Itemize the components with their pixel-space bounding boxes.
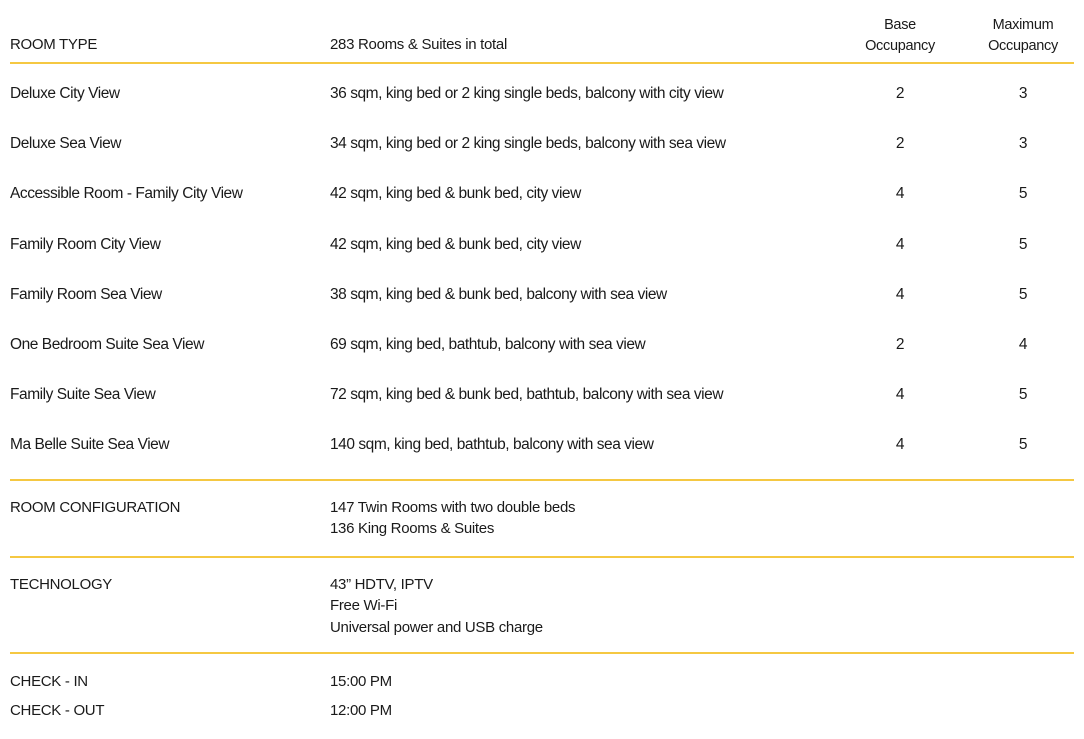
table-row: [10, 169, 1074, 219]
room-base-occupancy: 4: [895, 285, 905, 303]
technology-section: [10, 558, 1074, 652]
room-description: 69 sqm, king bed, bathtub, balcony with sea view: [330, 335, 646, 353]
technology-details: [330, 574, 543, 639]
table-row: [10, 119, 1074, 169]
room-configuration-label: ROOM CONFIGURATION: [10, 498, 181, 516]
room-max-occupancy: 3: [1018, 85, 1028, 102]
room-max-occupancy: 5: [1018, 436, 1028, 454]
room-configuration-details: [330, 497, 575, 540]
technology-line: 43” HDTV, IPTV: [330, 575, 433, 593]
room-base-occupancy: 2: [895, 135, 905, 153]
room-name: Family Room City View: [10, 235, 161, 253]
room-max-occupancy: 5: [1018, 185, 1028, 203]
table-row: [10, 69, 1074, 119]
technology-line: Universal power and USB charge: [330, 618, 543, 636]
room-name: Deluxe Sea View: [10, 135, 122, 153]
room-max-occupancy: 5: [1018, 235, 1028, 253]
room-base-occupancy: 4: [895, 235, 905, 253]
room-description: 42 sqm, king bed & bunk bed, city view: [330, 185, 581, 203]
table-row: [10, 420, 1074, 470]
room-info-table: [10, 0, 1074, 739]
room-base-occupancy: 4: [895, 185, 905, 203]
config-line: 147 Twin Rooms with two double beds: [330, 498, 576, 516]
room-base-occupancy: 2: [895, 85, 905, 102]
check-in-label: CHECK - IN: [10, 672, 88, 690]
room-base-occupancy: 4: [895, 386, 905, 404]
table-header: [10, 0, 1074, 62]
base-occupancy-heading: Base Occupancy: [865, 17, 935, 54]
room-base-occupancy: 2: [895, 335, 905, 353]
table-row: [10, 220, 1074, 270]
room-description: 140 sqm, king bed, bathtub, balcony with sea view: [330, 436, 654, 454]
room-type-heading: ROOM TYPE: [10, 36, 98, 53]
rooms-list: [10, 64, 1074, 479]
table-row: [10, 370, 1074, 420]
room-name: Accessible Room - Family City View: [10, 185, 243, 203]
room-name: One Bedroom Suite Sea View: [10, 335, 204, 353]
check-out-label: CHECK - OUT: [10, 701, 105, 719]
check-in-time: 15:00 PM: [330, 672, 392, 690]
room-description: 42 sqm, king bed & bunk bed, city view: [330, 235, 581, 253]
room-description: 72 sqm, king bed & bunk bed, bathtub, balcony with sea view: [330, 386, 724, 404]
room-description: 34 sqm, king bed or 2 king single beds, balcony with sea view: [330, 135, 726, 153]
room-description: 38 sqm, king bed & bunk bed, balcony with sea view: [330, 285, 667, 303]
room-max-occupancy: 5: [1018, 285, 1028, 303]
technology-line: Free Wi-Fi: [330, 597, 397, 614]
room-configuration-section: [10, 481, 1074, 556]
room-name: Family Suite Sea View: [10, 386, 156, 404]
table-row: [10, 320, 1074, 370]
room-description: 36 sqm, king bed or 2 king single beds, balcony with city view: [330, 85, 724, 102]
check-times-section: [10, 654, 1074, 739]
room-max-occupancy: 3: [1018, 135, 1028, 153]
room-name: Family Room Sea View: [10, 285, 162, 303]
room-base-occupancy: 4: [895, 436, 905, 454]
max-occupancy-heading: Maximum Occupancy: [988, 17, 1058, 54]
rooms-total-heading: 283 Rooms & Suites in total: [330, 36, 507, 53]
room-max-occupancy: 4: [1018, 335, 1028, 353]
table-row: [10, 270, 1074, 320]
room-name: Ma Belle Suite Sea View: [10, 436, 170, 454]
config-line: 136 King Rooms & Suites: [330, 520, 495, 537]
technology-label: TECHNOLOGY: [10, 575, 113, 593]
room-name: Deluxe City View: [10, 85, 120, 102]
room-max-occupancy: 5: [1018, 386, 1028, 404]
check-out-time: 12:00 PM: [330, 701, 392, 719]
